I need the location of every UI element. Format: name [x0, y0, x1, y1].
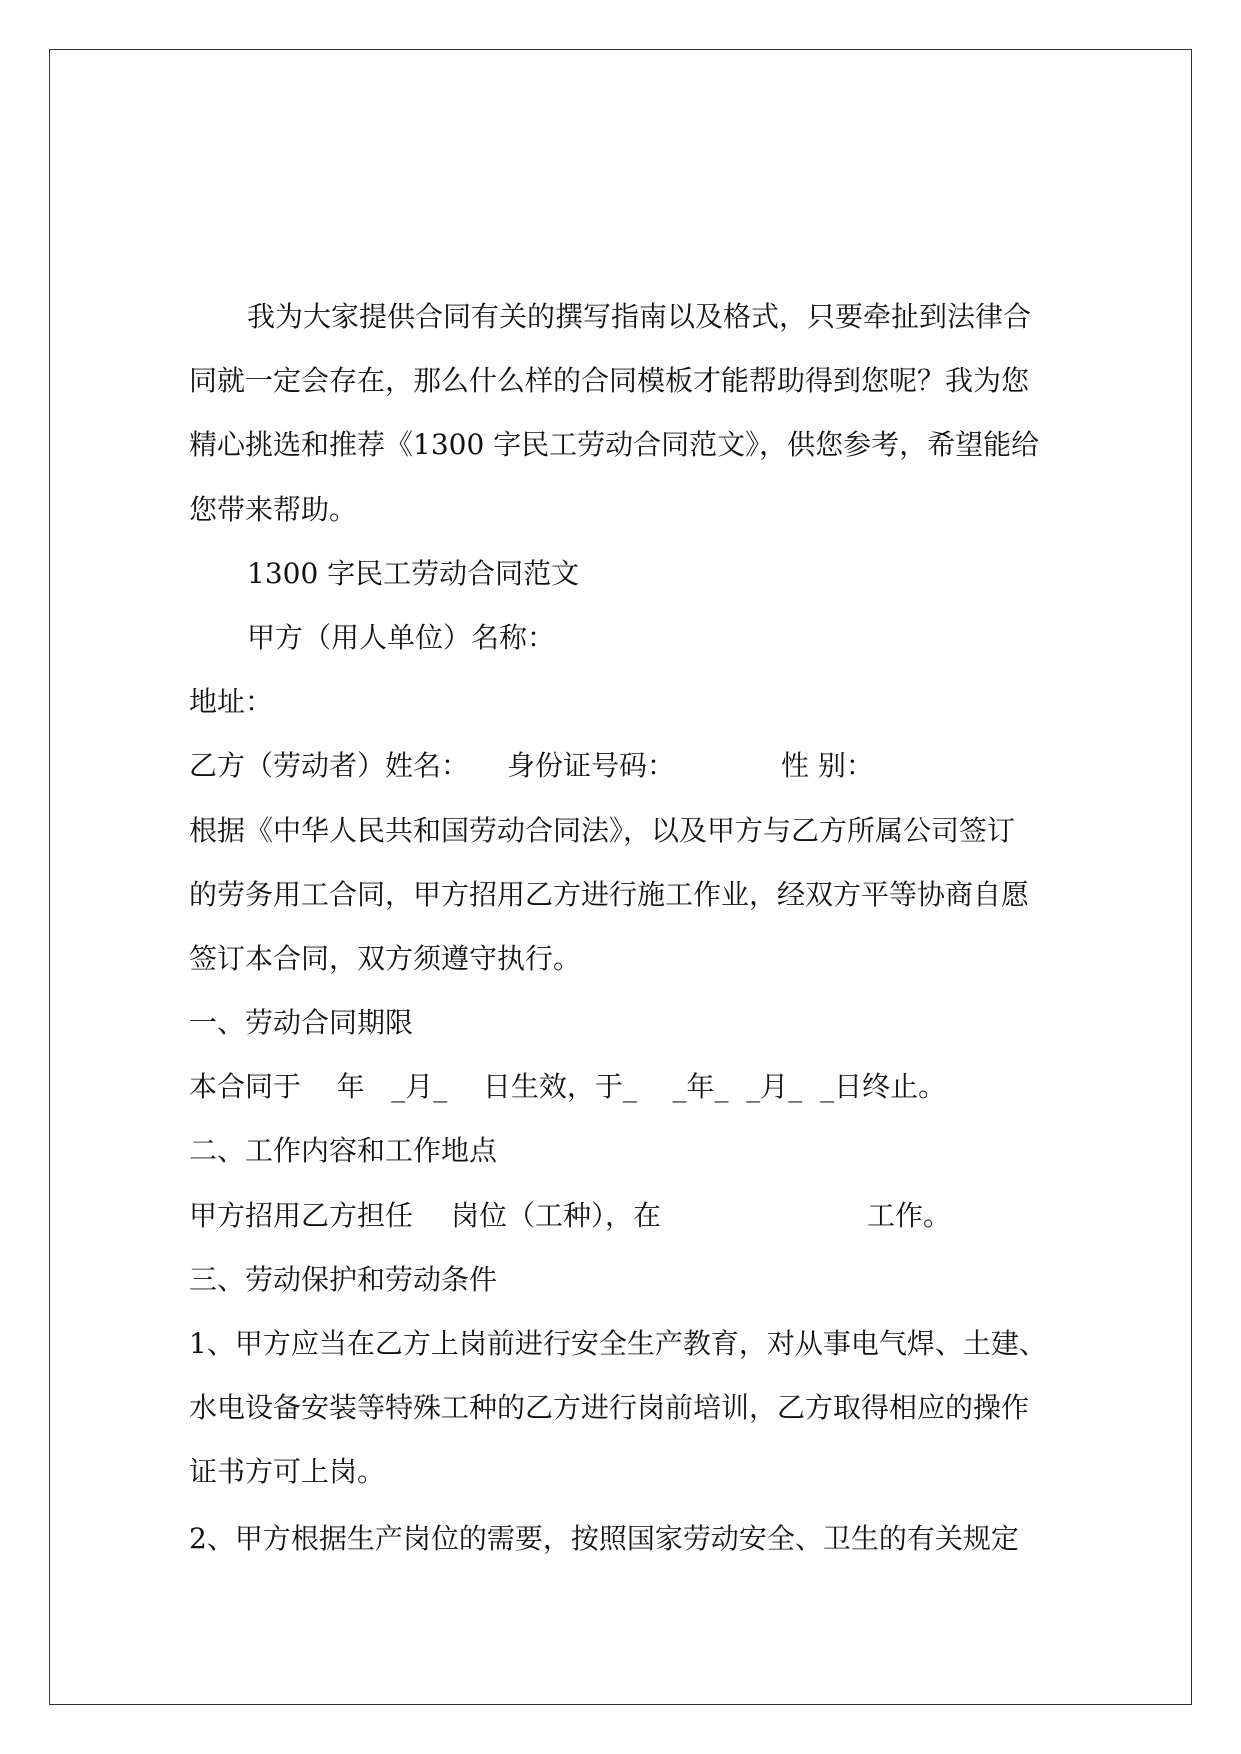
preamble-line-2: 的劳务用工合同，甲方招用乙方进行施工作业，经双方平等协商自愿: [189, 877, 1030, 911]
section-2-part-2: 岗位（工种），在: [451, 1198, 662, 1232]
clause-1-line-1: 1、甲方应当在乙方上岗前进行安全生产教育，对从事电气焊、土建、: [189, 1327, 1047, 1360]
clause-2-line-1: 2、甲方根据生产岗位的需要，按照国家劳动安全、卫生的有关规定: [189, 1521, 1019, 1555]
gender-label: 性 别：: [781, 749, 874, 783]
clause-1-line-3: 证书方可上岗。: [189, 1455, 386, 1489]
section-3-heading: 三、劳动保护和劳动条件: [189, 1262, 498, 1296]
section-2-part-3: 工作。: [867, 1198, 952, 1232]
preamble-line-1: 根据《中华人民共和国劳动合同法》，以及甲方与乙方所属公司签订: [189, 813, 1016, 847]
section-1-text: 本合同于 年 _月_ 日生效，于_ _年_ _月_ _日终止。: [189, 1070, 947, 1104]
party-b-name-label: 乙方（劳动者）姓名：: [189, 749, 470, 783]
section-1-heading: 一、劳动合同期限: [189, 1006, 414, 1040]
section-2-part-1: 甲方招用乙方担任: [189, 1198, 414, 1232]
clause-1-line-2: 水电设备安装等特殊工种的乙方进行岗前培训，乙方取得相应的操作: [189, 1391, 1030, 1425]
intro-line-3: 精心挑选和推荐《1300 字民工劳动合同范文》，供您参考，希望能给: [189, 428, 1040, 462]
document-title: 1300 字民工劳动合同范文: [247, 556, 580, 590]
intro-line-4: 您带来帮助。: [189, 492, 358, 526]
section-2-row: [189, 1184, 1064, 1248]
address-label: 地址：: [189, 685, 274, 719]
section-2-heading: 二、工作内容和工作地点: [189, 1134, 498, 1168]
preamble-line-3: 签订本合同，双方须遵守执行。: [189, 941, 582, 975]
party-a-name-label: 甲方（用人单位）名称：: [247, 620, 556, 654]
document-body: [189, 285, 1064, 1571]
party-b-row: [189, 734, 1064, 798]
id-number-label: 身份证号码：: [507, 749, 676, 783]
intro-line-1: 我为大家提供合同有关的撰写指南以及格式，只要牵扯到法律合: [247, 300, 1032, 333]
intro-line-2: 同就一定会存在，那么什么样的合同模板才能帮助得到您呢？我为您: [189, 364, 1030, 398]
